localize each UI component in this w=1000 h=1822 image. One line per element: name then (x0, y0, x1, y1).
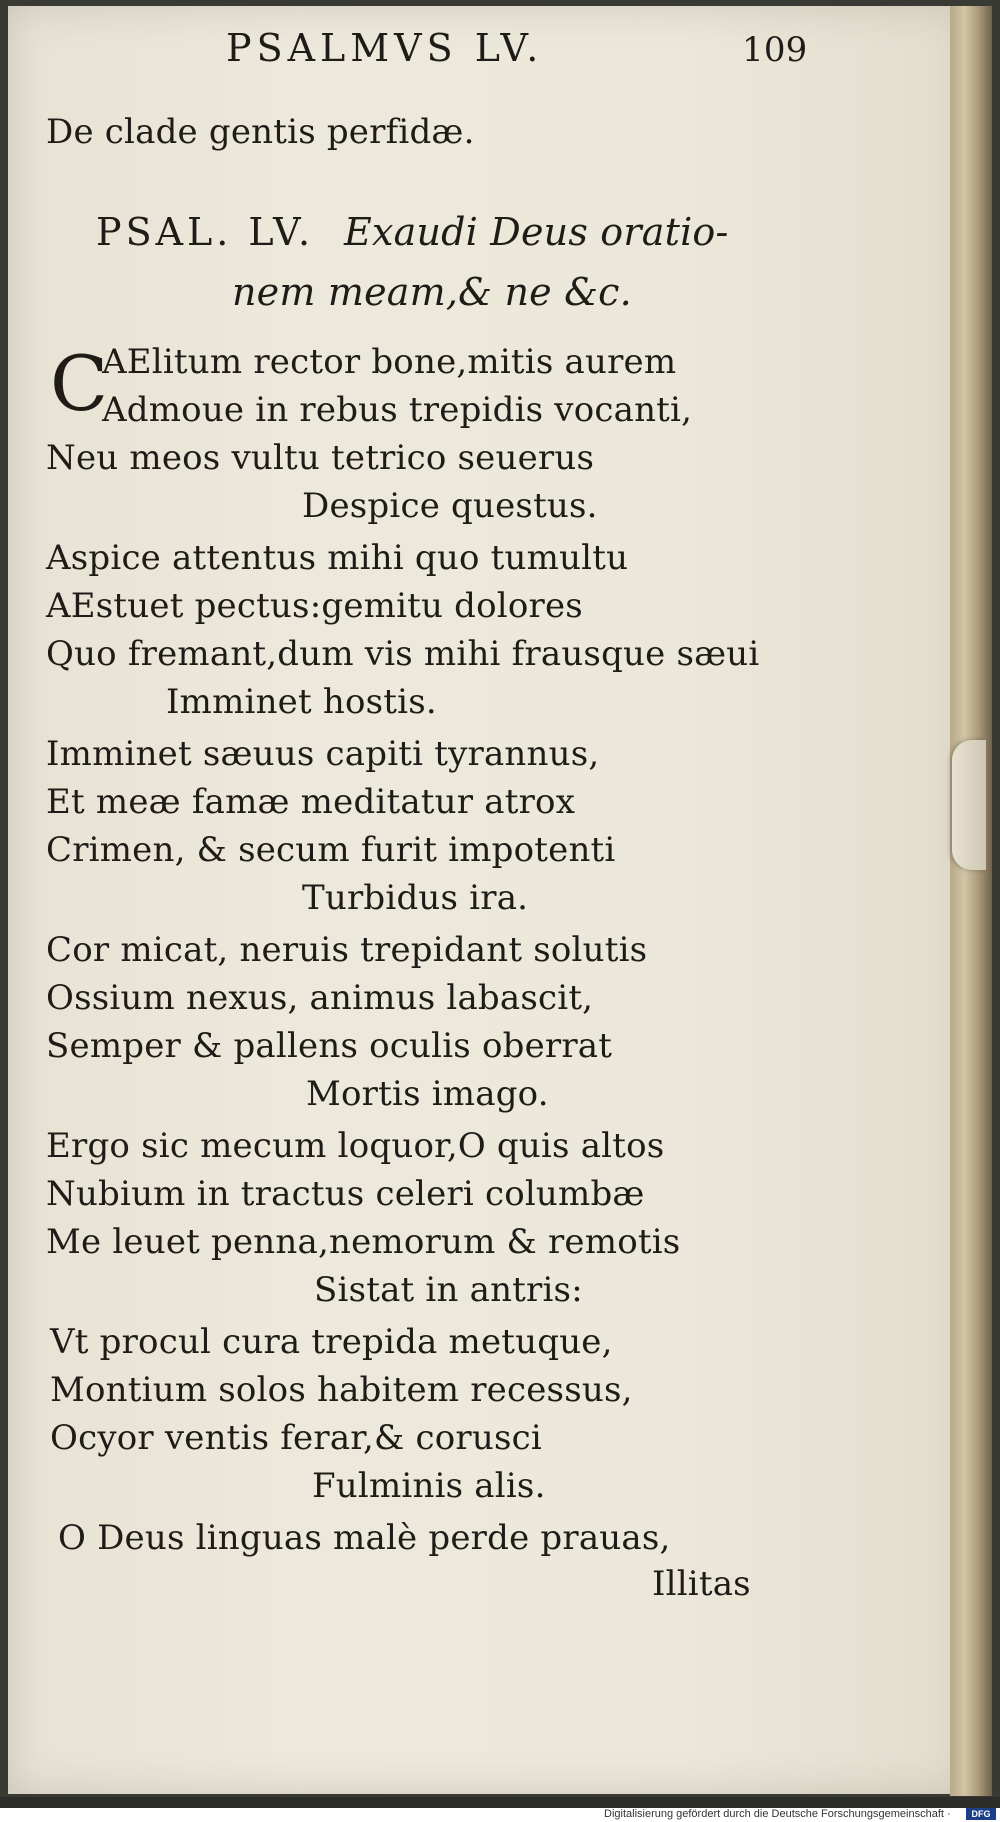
catchword: Illitas (652, 1564, 751, 1604)
verse-line: Imminet sæuus capiti tyrannus, (46, 734, 600, 774)
verse-line: Aspice attentus mihi quo tumultu (46, 538, 629, 578)
page-number: 109 (742, 30, 808, 70)
book-clasp (952, 740, 986, 870)
psalm-label: PSAL. LV. (96, 210, 315, 254)
verse-line-refrain: Turbidus ira. (302, 878, 529, 918)
drop-cap: C (50, 339, 109, 428)
verse-line: Admoue in rebus trepidis vocanti, (102, 390, 693, 430)
psalm-heading (96, 212, 729, 252)
verse-line: Semper & pallens oculis oberrat (46, 1026, 613, 1066)
dfg-logo: DFG (966, 1808, 996, 1820)
psalm-incipit-line1: Exaudi Deus oratio- (344, 210, 729, 254)
verse-line: Ocyor ventis ferar,& corusci (50, 1418, 542, 1458)
page-fore-edge (950, 6, 992, 1796)
verse-line: Crimen, & secum furit impotenti (46, 830, 616, 870)
funding-notice: Digitalisierung gefördert durch die Deutsche Forschungsgemeinschaft · (604, 1808, 951, 1820)
verse-line: Cor micat, neruis trepidant solutis (46, 930, 648, 970)
verse-line: Ergo sic mecum loquor,O quis altos (46, 1126, 665, 1166)
verse-line-refrain: Imminet hostis. (166, 682, 437, 722)
verse-line: Nubium in tractus celeri columbæ (46, 1174, 645, 1214)
verse-line: AEstuet pectus:gemitu dolores (46, 586, 583, 626)
verse-line-refrain: Mortis imago. (306, 1074, 549, 1114)
verse-line: O Deus linguas malè perde prauas, (58, 1518, 671, 1558)
verse-line: Vt procul cura trepida metuque, (50, 1322, 613, 1362)
verse-line: AElitum rector bone,mitis aurem (102, 342, 677, 382)
verse-line-refrain: Despice questus. (302, 486, 598, 526)
verse-line-refrain: Fulminis alis. (312, 1466, 546, 1506)
intro-line: De clade gentis perfidæ. (46, 112, 475, 152)
verse-line: Ossium nexus, animus labascit, (46, 978, 594, 1018)
verse-line: Neu meos vultu tetrico seuerus (46, 438, 595, 478)
verse-line-refrain: Sistat in antris: (314, 1270, 583, 1310)
running-title: PSALMVS LV. (226, 26, 544, 70)
verse-line: Et meæ famæ meditatur atrox (46, 782, 576, 822)
verse-line: Me leuet penna,nemorum & remotis (46, 1222, 681, 1262)
verse-line: Montium solos habitem recessus, (50, 1370, 633, 1410)
psalm-incipit-line2: nem meam,& ne &c. (232, 270, 632, 314)
verse-line: Quo fremant,dum vis mihi frausque sæui (46, 634, 760, 674)
